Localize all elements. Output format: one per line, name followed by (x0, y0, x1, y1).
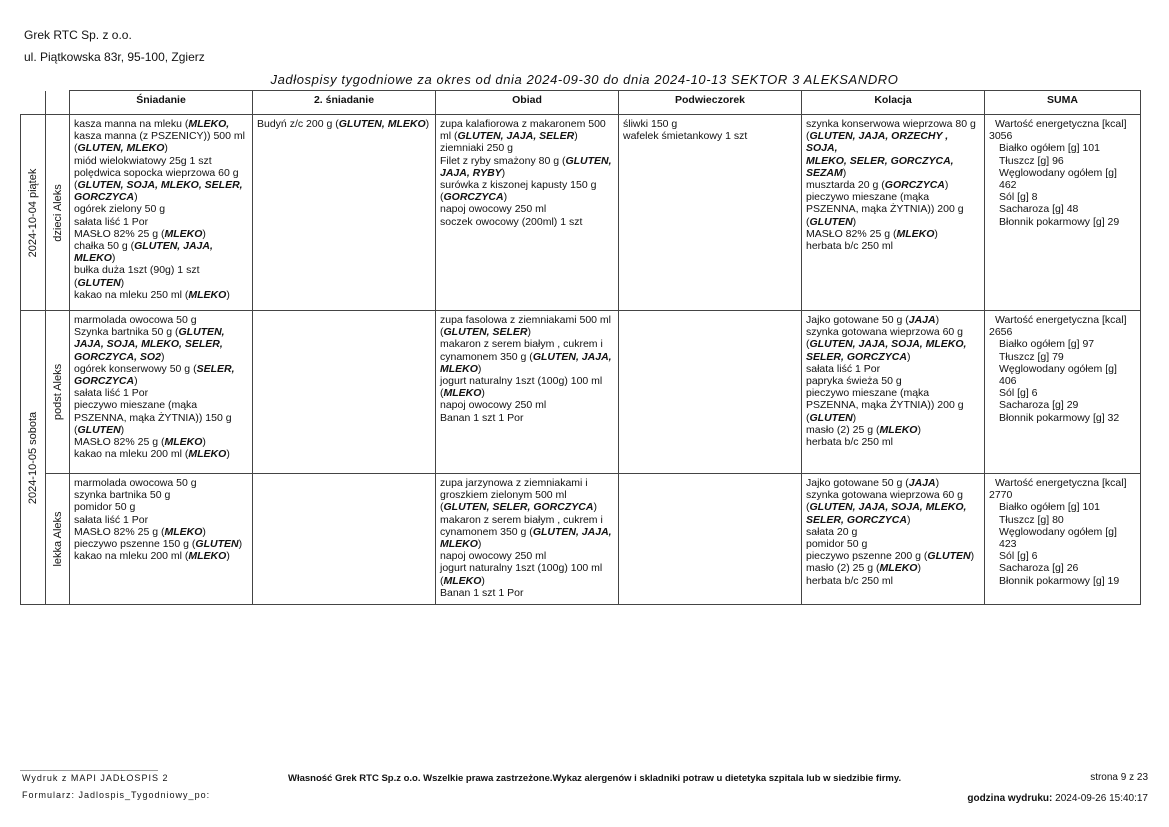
col-header: Śniadanie (70, 91, 253, 115)
meal-cell-podwieczorek (619, 115, 802, 311)
col-header: SUMA (985, 91, 1141, 115)
kcal-label: Wartość energetyczna [kcal] (995, 118, 1127, 130)
nutrient-line: Błonnik pokarmowy [g] 32 (999, 411, 1120, 424)
footer-source: Wydruk z MAPI JADŁOSPIS 2 (22, 773, 169, 783)
menu-line: pieczywo mieszane (mąka (806, 387, 930, 400)
menu-line: ziemniaki 250 g (440, 142, 513, 155)
menu-line: GORCZYCA) (74, 191, 138, 204)
menu-line: sałata liść 1 Por (74, 215, 149, 228)
menu-line: (GLUTEN, MLEKO) (74, 142, 168, 155)
meal-cell-sniadanie (70, 474, 253, 605)
menu-line: (GLUTEN, SELER) (440, 326, 532, 339)
print-time-label: godzina wydruku: (967, 793, 1053, 804)
menu-line: (GLUTEN) (74, 276, 125, 289)
menu-line: bułka duża 1szt (90g) 1 szt (74, 264, 200, 277)
print-time-value: 2024-09-26 15:40:17 (1055, 793, 1148, 804)
menu-line: GORCZYCA) (74, 375, 138, 388)
meal-cell-suma (985, 115, 1141, 311)
meal-cell-obiad (436, 474, 619, 605)
menu-line: szynka konserwowa wieprzowa 80 g (806, 118, 976, 130)
kcal-value: 2770 (989, 489, 1013, 502)
company-address: ul. Piątkowska 83r, 95-100, Zgierz (24, 50, 205, 64)
menu-line: śliwki 150 g (623, 118, 678, 130)
diet-name-label: lekka Aleks (51, 511, 64, 567)
day-date (21, 115, 46, 311)
menu-line: kakao na mleku 250 ml (MLEKO) (74, 288, 230, 301)
menu-line: makaron z serem białym , cukrem i (440, 513, 603, 526)
page-title: Jadłospisy tygodniowe za okres od dnia 2024-09-30 do dnia 2024-10-13 SEKTOR 3 ALEKSANDRO (270, 72, 899, 87)
menu-line: SELER, GORCZYCA) (806, 513, 911, 526)
nutrient-line: Sól [g] 6 (999, 387, 1038, 400)
meal-cell-podwieczorek (619, 474, 802, 605)
menu-line: cynamonem 350 g (GLUTEN, JAJA, (440, 525, 612, 538)
menu-line: musztarda 20 g (GORCZYCA) (806, 179, 949, 192)
meal-cell-drugie (253, 311, 436, 474)
meal-cell-suma (985, 474, 1141, 605)
kcal-value: 3056 (989, 130, 1013, 143)
menu-line: pieczywo mieszane (mąka (74, 399, 198, 412)
nutrient-line: Białko ogółem [g] 101 (999, 142, 1100, 155)
menu-line: MLEKO) (74, 252, 116, 265)
nutrient-line: Błonnik pokarmowy [g] 19 (999, 574, 1120, 587)
menu-line: SELER, GORCZYCA) (806, 350, 911, 363)
header-row (21, 91, 1141, 115)
meal-cell-drugie (253, 474, 436, 605)
nutrient-line: Węglowodany ogółem [g] 406 (999, 362, 1117, 388)
menu-line: Jajko gotowane 50 g (JAJA) (806, 314, 940, 326)
menu-line: masło (2) 25 g (MLEKO) (806, 562, 921, 575)
menu-line: papryka świeża 50 g (806, 375, 902, 388)
day-date-label: 2024-10-04 piątek (26, 168, 39, 257)
menu-line: PSZENNA, mąka ŻYTNIA)) 200 g (806, 399, 964, 412)
page-number: strona 9 z 23 (1090, 772, 1148, 783)
menu-line: chałka 50 g (GLUTEN, JAJA, (74, 240, 213, 253)
table-row (21, 115, 1141, 311)
menu-line: (GLUTEN) (806, 215, 857, 228)
menu-line: herbata b/c 250 ml (806, 436, 893, 449)
menu-line: pieczywo mieszane (mąka (806, 191, 930, 204)
col-header: Kolacja (802, 91, 985, 115)
table-row (21, 311, 1141, 474)
menu-line: kasza manna (z PSZENICY)) 500 ml (74, 130, 245, 143)
col-header: Obiad (436, 91, 619, 115)
meal-cell-obiad (436, 311, 619, 474)
nutrient-line: Węglowodany ogółem [g] 423 (999, 525, 1117, 551)
company-header (24, 24, 205, 68)
nutrient-line: Tłuszcz [g] 96 (999, 154, 1064, 167)
menu-line: jogurt naturalny 1szt (100g) 100 ml (440, 562, 603, 575)
print-time (967, 793, 1148, 804)
menu-line: (GLUTEN, JAJA, SOJA, MLEKO, (806, 338, 967, 351)
menu-line: surówka z kiszonej kapusty 150 g (440, 179, 597, 192)
menu-line: (GORCZYCA) (440, 191, 508, 204)
meal-cell-kolacja (802, 115, 985, 311)
menu-line: GORCZYCA, SO2) (74, 350, 165, 363)
menu-line: napoj owocowy 250 ml (440, 399, 547, 412)
table-row (21, 474, 1141, 605)
menu-line: pomidor 50 g (74, 501, 136, 514)
menu-line: zupa jarzynowa z ziemniakami i (440, 477, 588, 489)
menu-line: groszkiem zielonym 500 ml (440, 489, 567, 502)
menu-line: zupa kalafiorowa z makaronem 500 (440, 118, 606, 130)
menu-line: Budyń z/c 200 g (GLUTEN, MLEKO) (257, 118, 430, 130)
menu-line: MLEKO) (440, 538, 482, 551)
menu-line: Szynka bartnika 50 g (GLUTEN, (74, 326, 225, 339)
menu-line: miód wielokwiatowy 25g 1 szt (74, 154, 212, 167)
day-date (21, 311, 46, 605)
menu-line: sałata liść 1 Por (806, 362, 881, 375)
nutrient-line: Sacharoza [g] 26 (999, 562, 1079, 575)
menu-line: marmolada owocowa 50 g (74, 477, 197, 489)
menu-line: szynka gotowana wieprzowa 60 g (806, 326, 964, 339)
nutrient-line: Węglowodany ogółem [g] 462 (999, 166, 1117, 192)
menu-line: MLEKO) (440, 362, 482, 375)
menu-line: PSZENNA, mąka ŻYTNIA)) 150 g (74, 411, 232, 424)
menu-line: (MLEKO) (440, 387, 485, 400)
nutrient-line: Błonnik pokarmowy [g] 29 (999, 215, 1120, 228)
menu-line: (MLEKO) (440, 574, 485, 587)
meal-cell-sniadanie (70, 311, 253, 474)
menu-line: pieczywo pszenne 150 g (GLUTEN) (74, 538, 243, 551)
menu-line: szynka gotowana wieprzowa 60 g (806, 489, 964, 502)
diet-name (46, 311, 70, 474)
menu-line: JAJA, RYBY) (440, 166, 506, 179)
menu-line: ml (GLUTEN, JAJA, SELER) (440, 130, 578, 143)
menu-line: napoj owocowy 250 ml (440, 550, 547, 563)
menu-line: kasza manna na mleku (MLEKO, (74, 118, 230, 130)
meal-cell-sniadanie (70, 115, 253, 311)
diet-name (46, 474, 70, 605)
menu-line: pieczywo pszenne 200 g (GLUTEN) (806, 550, 975, 563)
menu-line: sałata liść 1 Por (74, 387, 149, 400)
menu-line: masło (2) 25 g (MLEKO) (806, 423, 921, 436)
meal-cell-kolacja (802, 474, 985, 605)
menu-line: herbata b/c 250 ml (806, 574, 893, 587)
menu-line: kakao na mleku 200 ml (MLEKO) (74, 550, 230, 563)
menu-line: MASŁO 82% 25 g (MLEKO) (806, 227, 938, 240)
menu-line: (GLUTEN, JAJA, SOJA, MLEKO, (806, 501, 967, 514)
menu-line: (GLUTEN, SELER, GORCZYCA) (440, 501, 597, 514)
company-name: Grek RTC Sp. z o.o. (24, 28, 132, 42)
kcal-value: 2656 (989, 326, 1013, 339)
menu-line: napoj owocowy 250 ml (440, 203, 547, 216)
diet-name (46, 115, 70, 311)
menu-line: polędwica sopocka wieprzowa 60 g (74, 166, 239, 179)
menu-line: pomidor 50 g (806, 538, 868, 551)
diet-name-label: dzieci Aleks (51, 183, 64, 242)
nutrient-line: Sól [g] 8 (999, 191, 1038, 204)
weekly-menu-table (20, 90, 1141, 605)
menu-line: sałata 20 g (806, 525, 858, 538)
menu-line: soczek owocowy (200ml) 1 szt (440, 215, 583, 228)
nutrient-line: Tłuszcz [g] 79 (999, 350, 1064, 363)
menu-line: Filet z ryby smażony 80 g (GLUTEN, (440, 154, 612, 167)
menu-line: marmolada owocowa 50 g (74, 314, 197, 326)
menu-line: makaron z serem białym , cukrem i (440, 338, 603, 351)
menu-line: Jajko gotowane 50 g (JAJA) (806, 477, 940, 489)
menu-line: MASŁO 82% 25 g (MLEKO) (74, 525, 206, 538)
menu-line: (GLUTEN) (74, 423, 125, 436)
footer-divider (20, 770, 158, 771)
menu-line: (GLUTEN, JAJA, ORZECHY , SOJA, (806, 130, 949, 155)
menu-line: szynka bartnika 50 g (74, 489, 171, 502)
nutrient-line: Białko ogółem [g] 101 (999, 501, 1100, 514)
menu-line: (GLUTEN) (806, 411, 857, 424)
kcal-label: Wartość energetyczna [kcal] (995, 477, 1127, 489)
nutrient-line: Sacharoza [g] 29 (999, 399, 1079, 412)
day-date-label: 2024-10-05 sobota (26, 411, 39, 504)
menu-line: Banan 1 szt 1 Por (440, 411, 524, 424)
menu-line: kakao na mleku 200 ml (MLEKO) (74, 448, 230, 461)
diet-name-label: podst Aleks (51, 363, 64, 421)
kcal-label: Wartość energetyczna [kcal] (995, 314, 1127, 326)
footer-ownership: Własność Grek RTC Sp.z o.o. Wszelkie prawa zastrzeżone.Wykaz alergenów i skladniki potraw u dietetyka szpitala lub w siedzibie firmy. (288, 773, 902, 784)
nutrient-line: Białko ogółem [g] 97 (999, 338, 1095, 351)
meal-cell-suma (985, 311, 1141, 474)
col-header: 2. śniadanie (253, 91, 436, 115)
menu-line: cynamonem 350 g (GLUTEN, JAJA, (440, 350, 612, 363)
menu-line: ogórek konserwowy 50 g (SELER, (74, 362, 235, 375)
nutrient-line: Sacharoza [g] 48 (999, 203, 1079, 216)
meal-cell-drugie (253, 115, 436, 311)
menu-line: sałata liść 1 Por (74, 513, 149, 526)
menu-line: PSZENNA, mąka ŻYTNIA)) 200 g (806, 203, 964, 216)
menu-line: SEZAM) (806, 166, 847, 179)
menu-line: herbata b/c 250 ml (806, 240, 893, 253)
menu-line: MASŁO 82% 25 g (MLEKO) (74, 436, 206, 449)
menu-line: ogórek zielony 50 g (74, 203, 166, 216)
menu-line: MASŁO 82% 25 g (MLEKO) (74, 227, 206, 240)
menu-line: jogurt naturalny 1szt (100g) 100 ml (440, 375, 603, 388)
nutrient-line: Tłuszcz [g] 80 (999, 513, 1064, 526)
meal-cell-kolacja (802, 311, 985, 474)
menu-line: zupa fasolowa z ziemniakami 500 ml (440, 314, 611, 326)
menu-line: JAJA, SOJA, MLEKO, SELER, (74, 338, 223, 351)
meal-cell-podwieczorek (619, 311, 802, 474)
menu-line: Banan 1 szt 1 Por (440, 586, 524, 599)
footer-form: Formularz: Jadlospis_Tygodniowy_po: (22, 790, 211, 800)
col-header: Podwieczorek (619, 91, 802, 115)
nutrient-line: Sól [g] 6 (999, 550, 1038, 563)
meal-cell-obiad (436, 115, 619, 311)
menu-line: (GLUTEN, SOJA, MLEKO, SELER, (74, 179, 243, 192)
menu-line: MLEKO, SELER, GORCZYCA, (806, 154, 954, 167)
menu-line: wafelek śmietankowy 1 szt (623, 130, 748, 143)
